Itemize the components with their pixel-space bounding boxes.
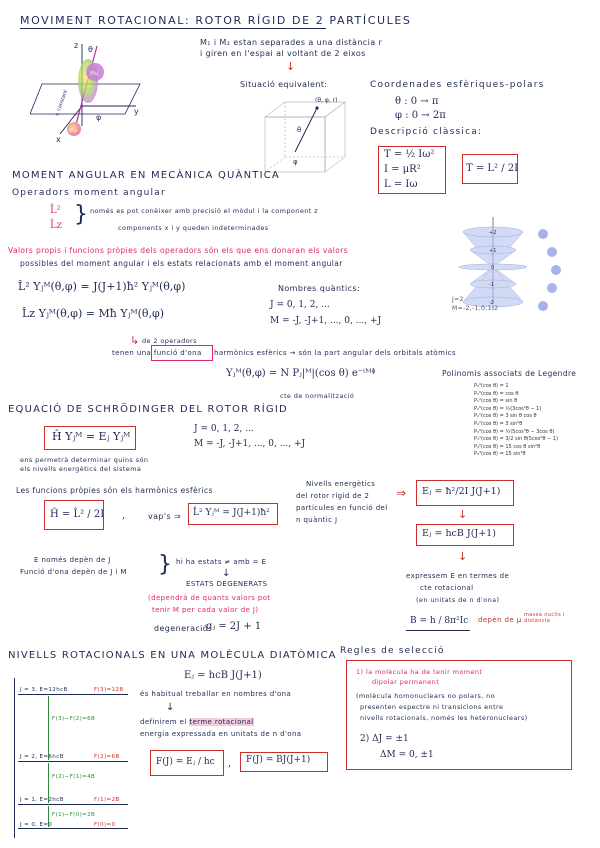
cone-label-p1: +1 [489,248,497,254]
rules-heading: Regles de selecció [340,646,445,656]
intro-line1: M₁ i M₂ estan separades a una distància r [200,38,383,47]
rule1b: dipolar permanent [372,678,440,686]
comma: , [122,510,126,521]
phi2-label: φ [293,158,298,166]
right-arrow-icon: ⇒ [396,486,407,500]
theta-label: θ [88,45,93,54]
degenerate-states: ESTATS DEGENERATS [186,580,268,588]
legendre-row: P₃¹(cos θ) = 3/2 sin θ(5cos²θ − 1) [474,436,558,443]
vaps-eq: L̂² Yⱼᴹ = J(J+1)ħ² [193,508,270,518]
fn-depends: Funció d'ona depèn de J i M [20,568,127,576]
level-line-0 [18,828,128,829]
B-eq: B = h / 8π²Ic [410,616,469,626]
quantum-numbers-label: Nombres quàntics: [278,284,361,293]
note-precision: només es pot conèixer amb precisió el mòdul i la component z [90,207,318,215]
theta2-label: θ [297,126,302,134]
rule1a: 1) la molècula ha de tenir moment [356,668,483,676]
cone-J: J=2 [452,296,464,303]
legendre-title: Polinomis associats de Legendre [442,369,577,378]
legendre-row: P₂¹(cos θ) = 3 sin θ cos θ [474,413,537,420]
rule2a: 2) ΔJ = ±1 [360,734,409,744]
legendre-table [474,383,558,459]
Y-equation: Yⱼᴹ(θ,φ) = N Pⱼ|ᴹ|(cos θ) e⁻ⁱᴹᶲ [226,368,376,379]
classical-I: I = μR² [384,164,421,175]
level-0-label: J = 0, E=0 [20,822,53,828]
degeneracy-label: degeneració: [154,624,212,633]
term-highlight: terme rotacional [189,718,254,726]
spherical-coords-figure [255,92,355,182]
op-Lz: L̂z [50,220,62,231]
eq-L2: L̂² Yⱼᴹ(θ,φ) = J(J+1)ħ² Yⱼᴹ(θ,φ) [18,280,186,293]
masses-label: massa nuclis i distància [524,612,565,624]
qm-heading: MOMENT ANGULAR EN MECÀNICA QUÀNTICA [12,170,280,181]
energy-axis [14,678,15,838]
op-L2: L̂² [50,205,61,216]
schr-M: M = -J, -J+1, ..., 0, ..., +J [194,439,306,449]
habitual-label: és habitual treballar en nombres d'ona [140,690,292,698]
legendre-row: P₃²(cos θ) = 15 cos θ sin²θ [474,443,541,450]
level-3-label: J = 3, E=12hcB [20,687,68,693]
schr-note1: ens permetrà determinar quins són [20,456,149,464]
level-2-F: F(2)=6B [94,754,120,760]
gap-21: F(2)−F(1)=4B [52,774,96,780]
note-indeterminate: components x i y queden indeterminades [118,224,269,232]
schr-J: J = 0, 1, 2, ... [194,424,254,434]
vaps-label: vap's ⇒ [148,512,182,521]
express-line1: expressem E en termes de [406,572,510,580]
define-text: definirem el [140,718,187,726]
level-1-label: J = 1, E=2hcB [20,797,64,803]
page-title: MOVIMENT ROTACIONAL: ROTOR RÍGID DE 2 PARTÍCULES [20,14,412,27]
phi-label: φ [96,113,102,122]
cone-M: M=-2,-1,0,1,2 [452,305,499,312]
joint-fn-text: tenen una funció d'ona [112,349,202,357]
schr-note2: els nivells energètics del sistema [20,465,142,473]
x-label: x [56,135,61,144]
gap-10: F(1)−F(0)=2B [52,812,96,818]
eq-Lz: L̂z Yⱼᴹ(θ,φ) = Mħ Yⱼᴹ(θ,φ) [22,307,164,320]
classical-title: Descripció clàssica: [370,127,483,137]
functions-label: Les funcions pròpies són els harmònics esfèrics [16,486,213,495]
level-line-1 [18,804,128,805]
levels-text1: Nivells energètics [306,480,376,488]
down-arrow-icon: ↓ [286,60,296,73]
level-2-label: J = 2, E=6hcB [20,754,64,760]
legendre-row: P₂²(cos θ) = 3 sin²θ [474,420,523,427]
down-arrow-icon: ↓ [166,702,175,713]
norm-label: cte de normalització [280,392,355,400]
level-line-3 [18,694,128,695]
joint-fn-box [151,345,213,361]
levels-text2: del rotor rígid de 2 [296,492,370,500]
classical-L: L = Iω [384,179,418,190]
r-label: r, constant [54,89,70,117]
levels-text4: n quàntic J [296,516,338,524]
proper-values-line1: Valors propis i funcions pròpies dels operadors són els que ens donaran els valors [8,246,348,255]
rule1d: presenten espectre ni transicions entre [360,703,504,711]
define-label [140,718,254,726]
qn-J: J = 0, 1, 2, ... [270,300,330,310]
level-1-F: F(1)=2B [94,797,120,803]
rule2b: ΔM = 0, ±1 [380,750,434,760]
m2-label: m₂ [69,127,78,134]
brace-icon: } [74,202,88,227]
rule1e: nivells rotacionals, només les heteronuclears) [360,714,528,722]
m1-label: m₁ [90,70,99,77]
degeneracy-eq: gⱼ = 2J + 1 [206,621,262,632]
EJ1-eq: Eⱼ = ħ²/2I J(J+1) [422,486,501,497]
coords-title: Coordenades esfèriques-polars [370,80,545,90]
proper-values-line2: possibles del moment angular i els estats relacionats amb el moment angular [20,259,343,268]
legendre-row: P₂⁰(cos θ) = ½(3cos²θ − 1) [474,405,542,412]
down-arrow-icon: ↓ [458,550,468,563]
dep-line1: (dependrà de quants valors pot [148,594,271,602]
down-arrow-icon: ↓ [222,568,231,579]
point-label: (θ, φ, r) [315,97,338,104]
cone-label-0: 0 [491,265,495,271]
legendre-row: P₀⁰(cos θ) = 1 [474,383,509,389]
brace-icon: } [158,552,172,577]
express-line3: (en unitats de n d'ona) [416,596,500,604]
equivalent-label: Situació equivalent: [240,80,328,89]
rule1c: (molècula homonuclears no polars, no [356,692,496,700]
EJ2-eq: Eⱼ = hcB J(J+1) [422,528,496,539]
schrodinger-eq: Ĥ Yⱼᴹ = Eⱼ Yⱼᴹ [52,430,131,443]
title-underline [20,28,326,29]
y-label: y [134,107,139,116]
B-underline [406,630,470,631]
theta-range: θ : 0 → π [395,96,439,107]
level-3-F: F(3)=12B [94,687,124,693]
levels-heading: NIVELLS ROTACIONALS EN UNA MOLÈCULA DIATÒMICA [8,650,337,661]
legendre-row: P₁¹(cos θ) = sin θ [474,398,518,405]
phi-range: φ : 0 → 2π [395,110,446,121]
H-eq: Ĥ = L̂² / 2I [50,509,105,520]
legendre-row: P₁⁰(cos θ) = cos θ [474,390,519,397]
depends-mu: depèn de μ [478,616,522,624]
classical-T: T = ½ Iω² [384,149,435,160]
down-arrow-icon: ↓ [458,508,468,521]
level-line-2 [18,761,128,762]
cone-label-p2: +2 [489,230,497,236]
dep-line2: tenir M per cada valor de J) [152,606,259,614]
rotor-figure [30,36,160,146]
cone-label-m1: -1 [489,282,494,288]
level-0-F: F(0)=0 [94,822,116,828]
FJ-eq: F(J) = Eⱼ / hc [156,757,215,767]
schrodinger-heading: EQUACIÓ DE SCHRÖDINGER DEL ROTOR RÍGID [8,404,288,415]
two-ops-label: de 2 operadors [142,337,197,345]
levels-text3: partícules en funció del [296,504,388,512]
FJ2-eq: F(J) = BJ(J+1) [246,755,311,765]
legendre-row: P₃⁰(cos θ) = ½(5cos³θ − 3cos θ) [474,428,555,435]
E-depends: E només depèn de J [34,556,111,564]
comma: , [228,758,232,769]
harmonics-label: harmònics esfèrics → són la part angular dels orbitals atòmics [214,349,456,357]
transition-arrow [48,696,49,760]
qn-M: M = -J, -J+1, ..., 0, ..., +J [270,316,382,326]
intro-line2: i giren en l'espai al voltant de 2 eixos [200,49,366,58]
cone-label-m2: -2 [489,300,494,306]
gap-32: F(3)−F(2)=6B [52,716,96,722]
energy-T: T = L² / 2I [466,163,519,174]
operators-label: Operadors moment angular [12,188,166,198]
hi-ha-label: hi ha estats ≠ amb = E [176,558,267,566]
energy-expr: energia expressada en unitats de n d'ona [140,730,302,738]
express-line2: cte rotacional [420,584,474,592]
levels-EJ: Eⱼ = hcB J(J+1) [184,670,262,681]
curve-arrow-icon: ↳ [130,334,140,347]
legendre-row: P₃³(cos θ) = 15 sin³θ [474,451,526,458]
z-label: z [74,41,79,50]
